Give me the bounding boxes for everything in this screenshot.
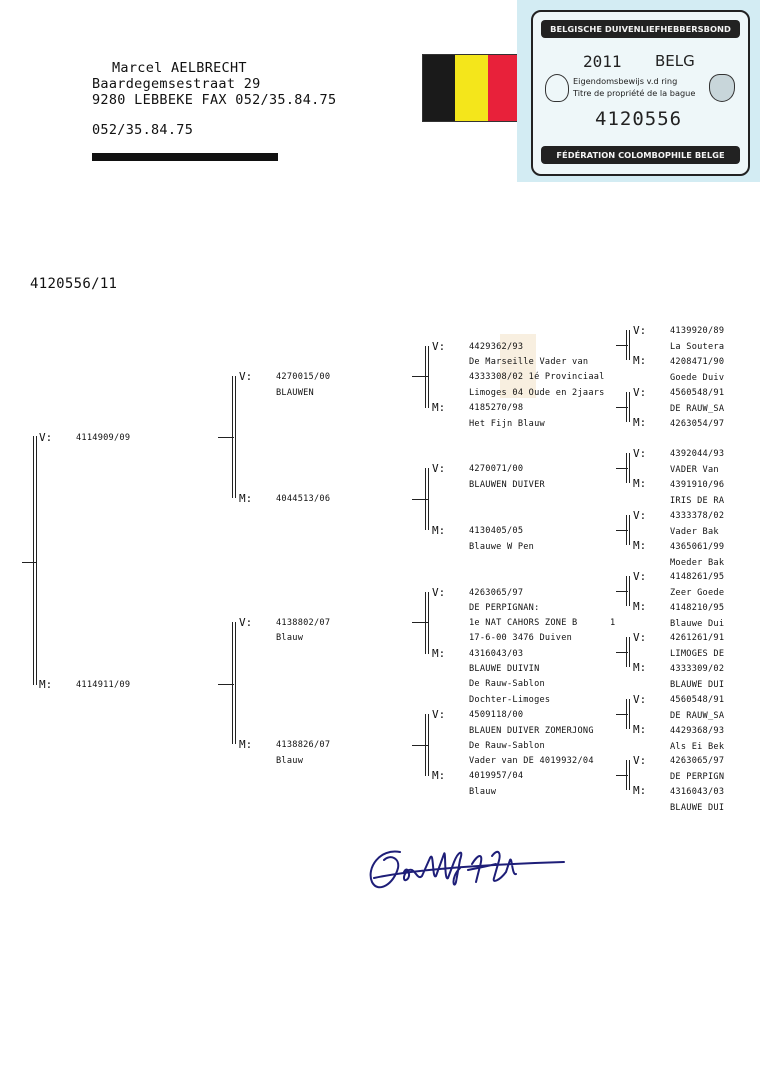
root-bracket [33,436,34,685]
g4-3-label: V: [633,386,647,399]
g4-13-note: DE RAUW_SA [670,711,725,721]
card-line-fr: Titre de propriété de la bague [573,88,696,98]
g4-1-bracket [626,330,627,360]
g3-dsd-line-1: BLAUWE DUIVIN [469,664,540,674]
g1-sire-ring: 4114909/09 [76,433,131,443]
g4-11-ring: 4261261/91 [670,633,725,643]
g4-5-note: VADER Van [670,465,719,475]
g4-4-label: M: [633,416,647,429]
g3-d-bracket-inner [428,714,429,776]
g3-dds-line-3: Vader van DE 4019932/04 [469,756,594,766]
g3-dsd-label: M: [432,647,446,660]
card-country: BELG [655,52,695,70]
g4-7-bracket [626,699,627,729]
g3-c-bracket-inner [428,592,429,654]
g4-2-bracket-inner [629,392,630,422]
g3-sdd-ring: 4130405/05 [469,526,524,536]
g4-15-ring: 4263065/97 [670,756,725,766]
g3-b-bracket [425,468,426,530]
g3-dds-label: V: [432,708,446,721]
g3-dds-line-1: BLAUEN DUIVER ZOMERJONG [469,726,594,736]
g4-9-ring: 4148261/95 [670,572,725,582]
g3-sss-label: V: [432,340,446,353]
g3-dss-line-2: 1e NAT CAHORS ZONE B [469,618,578,628]
g2-top-bracket [232,376,233,498]
g4-13-ring: 4560548/91 [670,695,725,705]
crown-icon-right [709,74,735,102]
g1-dam-label: M: [39,678,53,691]
g4-8-bracket-inner [629,760,630,790]
g3-sss-ring: 4429362/93 [469,342,524,352]
g4-1-note: La Soutera [670,342,725,352]
g4-7-bracket-inner [629,699,630,729]
g1-dam-ring: 4114911/09 [76,680,131,690]
g3-dss-line-1: DE PERPIGNAN: [469,603,540,613]
g3-ssd-line-1: Het Fijn Blauw [469,419,545,429]
g4-6-ring: 4391910/96 [670,480,725,490]
g2-bottom-bracket-inner [235,622,236,744]
g2-ss-note: BLAUWEN [276,388,314,398]
card-top-band: BELGISCHE DUIVENLIEFHEBBERSBOND [541,20,740,38]
g3-sdd-line-1: Blauwe W Pen [469,542,535,552]
g4-8-note: Moeder Bak [670,558,725,568]
signature-stroke [371,851,564,887]
g3-sds-ring: 4270071/00 [469,464,524,474]
ownership-card [517,0,760,182]
g3-dss-ring: 4263065/97 [469,588,524,598]
g4-2-bracket [626,392,627,422]
g4-3-bracket-inner [629,453,630,483]
g4-6-note: IRIS DE RA [670,496,725,506]
flag-black-stripe [423,55,455,121]
g4-11-label: V: [633,631,647,644]
g3-sdd-label: M: [432,524,446,537]
g3-dsd-line-3: Dochter-Limoges [469,695,551,705]
g4-7-ring: 4333378/02 [670,511,725,521]
g4-16-note: BLAUWE DUI [670,803,725,813]
g4-3-ring: 4560548/91 [670,388,725,398]
card-bottom-band: FÉDÉRATION COLOMBOPHILE BELGE [541,146,740,164]
g2-top-bracket-inner [235,376,236,498]
g4-1-label: V: [633,324,647,337]
g4-15-label: V: [633,754,647,767]
g4-10-label: M: [633,600,647,613]
g2-dd-label: M: [239,738,253,751]
g2-sd-label: M: [239,492,253,505]
g3-dds-line-2: De Rauw-Sablon [469,741,545,751]
g3-ssd-ring: 4185270/98 [469,403,524,413]
g4-8-bracket [626,760,627,790]
g4-16-ring: 4316043/03 [670,787,725,797]
g4-6-bracket-inner [629,637,630,667]
g3-dss-mark: 1 [610,618,616,628]
g2-ss-ring: 4270015/00 [276,372,331,382]
owner-city-fax: 9280 LEBBEKE FAX 052/35.84.75 [92,92,337,108]
g3-dss-line-3: 17-6-00 3476 Duiven [469,633,573,643]
g4-4-ring: 4263054/97 [670,419,725,429]
subject-ring: 4120556/11 [30,276,118,292]
g4-10-ring: 4148210/95 [670,603,725,613]
g4-11-note: LIMOGES DE [670,649,725,659]
g4-6-bracket [626,637,627,667]
g3-sss-line-2: 4333308/02 1é Provinciaal [469,372,605,382]
flag-red-stripe [488,55,520,121]
crown-icon-left [545,74,569,102]
belgian-flag [422,54,521,122]
g3-ddd-label: M: [432,769,446,782]
g4-10-note: Blauwe Dui [670,619,725,629]
g3-sds-line-1: BLAUWEN DUIVER [469,480,545,490]
g3-dsd-ring: 4316043/03 [469,649,524,659]
g3-sds-label: V: [432,462,446,475]
card-line-nl: Eigendomsbewijs v.d ring [573,76,678,86]
g4-3-bracket [626,453,627,483]
g4-5-label: V: [633,447,647,460]
g4-5-bracket [626,576,627,606]
g2-sd-ring: 4044513/06 [276,494,331,504]
g4-8-ring: 4365061/99 [670,542,725,552]
g3-ddd-ring: 4019957/04 [469,771,524,781]
g4-14-note: Als Ei Bek [670,742,725,752]
g2-ss-label: V: [239,370,253,383]
g4-1-ring: 4139920/89 [670,326,725,336]
g3-a-bracket [425,346,426,408]
g3-d-bracket [425,714,426,776]
g4-14-label: M: [633,723,647,736]
g4-12-label: M: [633,661,647,674]
g4-1-bracket-inner [629,330,630,360]
signature [360,838,575,900]
g3-a-bracket-inner [428,346,429,408]
g3-ssd-label: M: [432,401,446,414]
g4-13-label: V: [633,693,647,706]
g3-dss-label: V: [432,586,446,599]
g4-2-note: Goede Duiv [670,373,725,383]
g2-dd-note: Blauw [276,756,304,766]
g4-12-ring: 4333309/02 [670,664,725,674]
g4-4-bracket [626,515,627,545]
owner-name: Marcel AELBRECHT [112,60,247,76]
g3-dsd-line-2: De Rauw-Sablon [469,679,545,689]
g2-ds-label: V: [239,616,253,629]
flag-yellow-stripe [455,55,487,121]
g4-9-note: Zeer Goede [670,588,725,598]
g3-ddd-line-1: Blauw [469,787,497,797]
g4-16-label: M: [633,784,647,797]
g4-14-ring: 4429368/93 [670,726,725,736]
g2-ds-note: Blauw [276,633,304,643]
card-year: 2011 [583,52,622,71]
g4-8-label: M: [633,539,647,552]
g4-5-ring: 4392044/93 [670,449,725,459]
g4-5-bracket-inner [629,576,630,606]
g2-ds-ring: 4138802/07 [276,618,331,628]
g3-sss-line-1: De Marseille Vader van [469,357,589,367]
g2-dd-ring: 4138826/07 [276,740,331,750]
card-plate [531,10,750,176]
g4-3-note: DE RAUW_SA [670,404,725,414]
owner-phone: 052/35.84.75 [92,122,194,138]
root-bracket-inner [36,436,37,685]
g3-dds-ring: 4509118/00 [469,710,524,720]
card-ring-number: 4120556 [595,108,683,130]
g2-bottom-bracket [232,622,233,744]
g4-12-note: BLAUWE DUI [670,680,725,690]
header-rule [92,153,278,161]
g4-15-note: DE PERPIGN [670,772,725,782]
g3-b-bracket-inner [428,468,429,530]
g3-c-bracket [425,592,426,654]
g4-2-label: M: [633,354,647,367]
owner-street: Baardegemsestraat 29 [92,76,261,92]
g4-7-note: Vader Bak [670,527,719,537]
g4-7-label: V: [633,509,647,522]
g4-6-label: M: [633,477,647,490]
g4-2-ring: 4208471/90 [670,357,725,367]
g4-4-bracket-inner [629,515,630,545]
g1-sire-label: V: [39,431,53,444]
g4-9-label: V: [633,570,647,583]
g3-sss-line-3: Limoges 04 Oude en 2jaars [469,388,605,398]
